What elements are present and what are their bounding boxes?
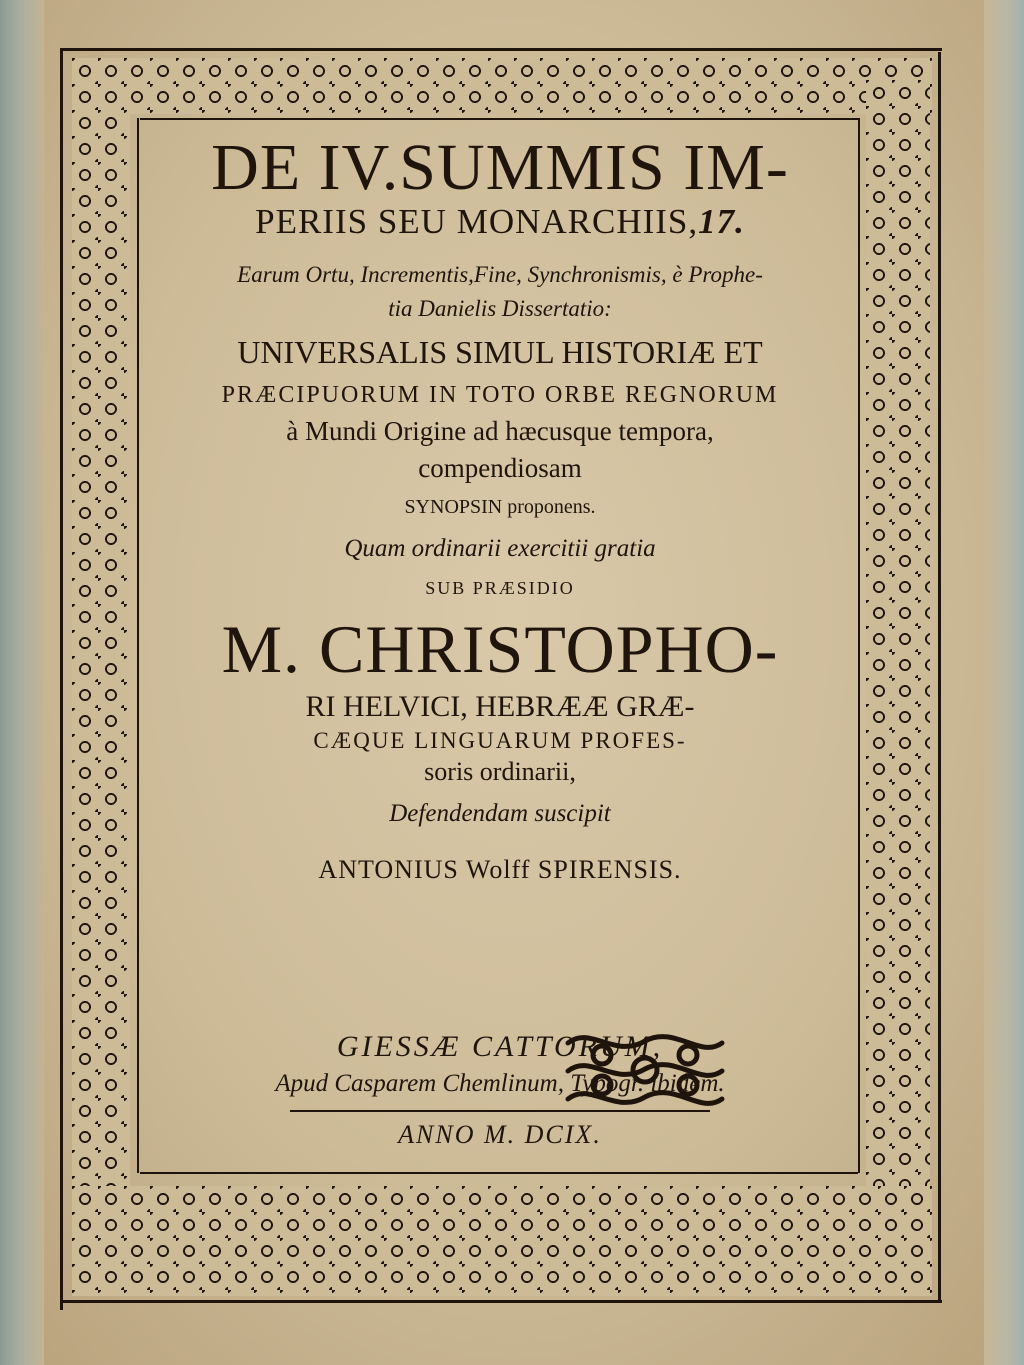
respondent-line: ANTONIUS Wolff SPIRENSIS. bbox=[318, 855, 682, 884]
title-line-2 bbox=[150, 202, 850, 242]
imprint-year: ANNO M. DCIX. bbox=[398, 1120, 602, 1149]
book-edge-right bbox=[984, 0, 1024, 1365]
praeses-name-line-2: RI HELVICI, HEBRÆÆ GRÆ- bbox=[305, 690, 695, 723]
title-line-1: DE IV.SUMMIS IM- bbox=[211, 131, 789, 204]
subtitle-line-3: UNIVERSALIS SIMUL HISTORIÆ ET bbox=[237, 334, 763, 370]
defendendam-line: Defendendam suscipit bbox=[389, 800, 611, 827]
subtitle-line-7: SYNOPSIN proponens. bbox=[404, 496, 596, 518]
imprint-divider bbox=[290, 1110, 710, 1112]
title-line-2-text: PERIIS SEU MONARCHIIS, bbox=[255, 202, 699, 241]
border-bottom-band bbox=[72, 1186, 932, 1296]
handwritten-mark: 17. bbox=[698, 202, 745, 241]
border-left-band bbox=[72, 58, 130, 1294]
border-outer-left-rule bbox=[60, 48, 63, 1310]
praesidio-line: SUB PRÆSIDIO bbox=[425, 578, 575, 598]
border-outer-bottom-rule bbox=[62, 1300, 942, 1303]
border-inner-bottom-rule bbox=[140, 1172, 858, 1174]
subtitle-line-5: à Mundi Origine ad hæcusque tempora, bbox=[286, 416, 714, 446]
border-top-band bbox=[72, 58, 932, 114]
border-outer-top-rule bbox=[62, 48, 942, 51]
imprint-place: GIESSÆ CATTORUM, bbox=[336, 1030, 664, 1063]
subtitle-line-1: Earum Ortu, Incrementis,Fine, Synchronismis, è Prophe- bbox=[237, 262, 763, 287]
border-inner-right-rule bbox=[858, 118, 860, 1173]
border-outer-right-rule bbox=[938, 52, 941, 1302]
title-block bbox=[150, 120, 850, 1170]
border-right-band bbox=[866, 80, 930, 1294]
subtitle-line-2: tia Danielis Dissertatio: bbox=[388, 296, 612, 321]
praeses-title-line-2: soris ordinarii, bbox=[424, 757, 576, 786]
book-edge-left bbox=[0, 0, 44, 1365]
praeses-name-line-1: M. CHRISTOPHO- bbox=[221, 611, 779, 687]
border-inner-left-rule bbox=[137, 118, 139, 1173]
exercise-line: Quam ordinarii exercitii gratia bbox=[344, 535, 656, 562]
subtitle-line-6: compendiosam bbox=[418, 453, 582, 483]
subtitle-line-4: PRÆCIPUORUM IN TOTO ORBE REGNORUM bbox=[221, 382, 779, 408]
praeses-title-line-1: CÆQUE LINGUARUM PROFES- bbox=[313, 728, 687, 753]
imprint-printer: Apud Casparem Chemlinum, Typogr. ibidem. bbox=[275, 1070, 725, 1097]
